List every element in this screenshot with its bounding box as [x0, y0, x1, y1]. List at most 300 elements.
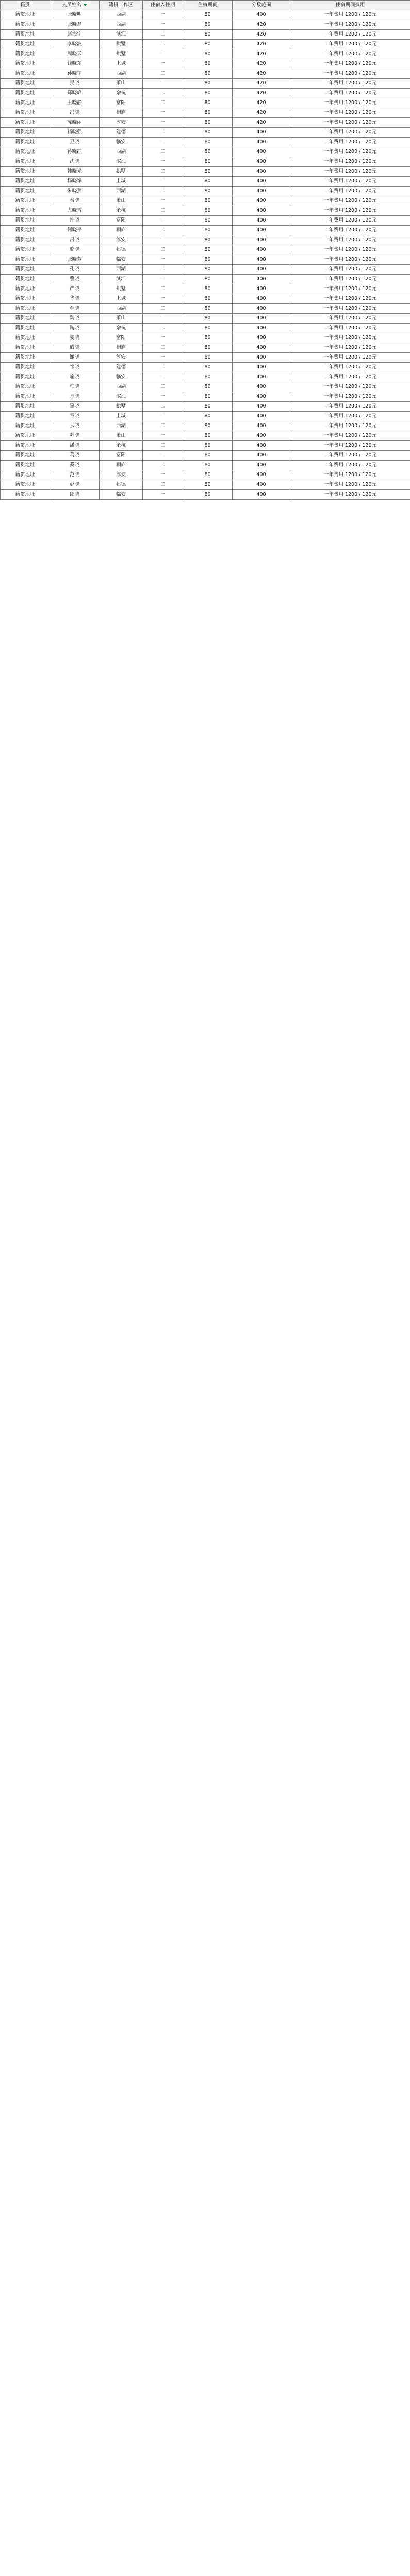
cell-cond[interactable]: 一 [143, 157, 183, 167]
table-row[interactable] [1, 382, 410, 392]
cell-cond[interactable]: 一 [143, 431, 183, 441]
cell-hometown[interactable]: 富阳 [100, 451, 143, 461]
cell-score[interactable]: 80 [183, 157, 233, 167]
cell-name[interactable]: 陶晓 [50, 324, 100, 333]
cell-range[interactable]: 400 [233, 451, 290, 461]
cell-fee[interactable]: 一年费用 1200 / 120元 [290, 461, 410, 470]
cell-cond[interactable]: 二 [143, 324, 183, 333]
cell-area[interactable]: 籍贯地址 [1, 157, 50, 167]
cell-range[interactable]: 400 [233, 294, 290, 304]
cell-range[interactable]: 400 [233, 461, 290, 470]
cell-hometown[interactable]: 滨江 [100, 157, 143, 167]
cell-score[interactable]: 80 [183, 138, 233, 147]
cell-score[interactable]: 80 [183, 147, 233, 157]
cell-fee[interactable]: 一年费用 1200 / 120元 [290, 20, 410, 30]
cell-name[interactable]: 施晓 [50, 245, 100, 255]
cell-area[interactable]: 籍贯地址 [1, 40, 50, 49]
cell-name[interactable]: 奚晓 [50, 461, 100, 470]
cell-cond[interactable]: 一 [143, 177, 183, 187]
cell-area[interactable]: 籍贯地址 [1, 118, 50, 128]
cell-score[interactable]: 80 [183, 353, 233, 363]
table-row[interactable] [1, 108, 410, 118]
cell-area[interactable]: 籍贯地址 [1, 167, 50, 177]
cell-range[interactable]: 400 [233, 402, 290, 412]
cell-name[interactable]: 曹晓 [50, 275, 100, 284]
cell-cond[interactable]: 一 [143, 118, 183, 128]
cell-name[interactable]: 蒋晓红 [50, 147, 100, 157]
cell-name[interactable]: 葛晓 [50, 451, 100, 461]
cell-name[interactable]: 吴晓 [50, 79, 100, 89]
cell-range[interactable]: 400 [233, 157, 290, 167]
cell-hometown[interactable]: 西湖 [100, 10, 143, 20]
cell-fee[interactable]: 一年费用 1200 / 120元 [290, 343, 410, 353]
cell-cond[interactable]: 二 [143, 187, 183, 196]
cell-name[interactable]: 谢晓 [50, 353, 100, 363]
cell-name[interactable]: 魏晓 [50, 314, 100, 324]
cell-area[interactable]: 籍贯地址 [1, 59, 50, 69]
cell-hometown[interactable]: 淳安 [100, 118, 143, 128]
cell-name[interactable]: 沈晓 [50, 157, 100, 167]
cell-cond[interactable]: 二 [143, 40, 183, 49]
table-row[interactable] [1, 421, 410, 431]
cell-area[interactable]: 籍贯地址 [1, 441, 50, 451]
cell-range[interactable]: 400 [233, 343, 290, 353]
cell-hometown[interactable]: 拱墅 [100, 284, 143, 294]
cell-area[interactable]: 籍贯地址 [1, 451, 50, 461]
cell-cond[interactable]: 二 [143, 128, 183, 138]
cell-range[interactable]: 400 [233, 128, 290, 138]
cell-score[interactable]: 80 [183, 235, 233, 245]
cell-area[interactable]: 籍贯地址 [1, 265, 50, 275]
cell-area[interactable]: 籍贯地址 [1, 284, 50, 294]
cell-range[interactable]: 400 [233, 177, 290, 187]
cell-hometown[interactable]: 滨江 [100, 30, 143, 40]
cell-range[interactable]: 420 [233, 40, 290, 49]
cell-hometown[interactable]: 临安 [100, 490, 143, 500]
cell-name[interactable]: 孙晓宇 [50, 69, 100, 79]
cell-fee[interactable]: 一年费用 1200 / 120元 [290, 79, 410, 89]
cell-cond[interactable]: 二 [143, 480, 183, 490]
cell-cond[interactable]: 二 [143, 226, 183, 235]
cell-area[interactable]: 籍贯地址 [1, 275, 50, 284]
cell-fee[interactable]: 一年费用 1200 / 120元 [290, 255, 410, 265]
cell-fee[interactable]: 一年费用 1200 / 120元 [290, 69, 410, 79]
cell-cond[interactable]: 一 [143, 333, 183, 343]
cell-hometown[interactable]: 萧山 [100, 314, 143, 324]
cell-score[interactable]: 80 [183, 324, 233, 333]
cell-name[interactable]: 王晓静 [50, 98, 100, 108]
cell-hometown[interactable]: 拱墅 [100, 40, 143, 49]
cell-hometown[interactable]: 拱墅 [100, 49, 143, 59]
cell-score[interactable]: 80 [183, 30, 233, 40]
cell-name[interactable]: 朱晓燕 [50, 187, 100, 196]
table-row[interactable] [1, 98, 410, 108]
cell-name[interactable]: 卫晓 [50, 138, 100, 147]
table-row[interactable] [1, 235, 410, 245]
cell-range[interactable]: 400 [233, 226, 290, 235]
cell-score[interactable]: 80 [183, 265, 233, 275]
cell-area[interactable]: 籍贯地址 [1, 206, 50, 216]
cell-area[interactable]: 籍贯地址 [1, 226, 50, 235]
cell-area[interactable]: 籍贯地址 [1, 392, 50, 402]
cell-score[interactable]: 80 [183, 177, 233, 187]
cell-score[interactable]: 80 [183, 421, 233, 431]
cell-range[interactable]: 400 [233, 363, 290, 372]
table-row[interactable] [1, 314, 410, 324]
cell-score[interactable]: 80 [183, 128, 233, 138]
cell-area[interactable]: 籍贯地址 [1, 187, 50, 196]
cell-cond[interactable]: 二 [143, 265, 183, 275]
cell-area[interactable]: 籍贯地址 [1, 245, 50, 255]
cell-range[interactable]: 400 [233, 353, 290, 363]
cell-name[interactable]: 钱晓东 [50, 59, 100, 69]
table-row[interactable] [1, 89, 410, 98]
header-cond[interactable] [143, 1, 183, 10]
cell-cond[interactable]: 一 [143, 490, 183, 500]
table-row[interactable] [1, 226, 410, 235]
cell-range[interactable]: 400 [233, 275, 290, 284]
cell-hometown[interactable]: 富阳 [100, 98, 143, 108]
cell-cond[interactable]: 二 [143, 167, 183, 177]
cell-cond[interactable]: 二 [143, 284, 183, 294]
cell-fee[interactable]: 一年费用 1200 / 120元 [290, 147, 410, 157]
table-row[interactable] [1, 275, 410, 284]
header-hometown[interactable] [100, 1, 143, 10]
cell-fee[interactable]: 一年费用 1200 / 120元 [290, 392, 410, 402]
cell-fee[interactable]: 一年费用 1200 / 120元 [290, 275, 410, 284]
cell-name[interactable]: 许晓 [50, 216, 100, 226]
cell-range[interactable]: 420 [233, 20, 290, 30]
cell-fee[interactable]: 一年费用 1200 / 120元 [290, 108, 410, 118]
cell-hometown[interactable]: 上城 [100, 177, 143, 187]
cell-range[interactable]: 400 [233, 196, 290, 206]
cell-hometown[interactable]: 拱墅 [100, 402, 143, 412]
cell-area[interactable]: 籍贯地址 [1, 431, 50, 441]
cell-cond[interactable]: 二 [143, 30, 183, 40]
table-row[interactable] [1, 490, 410, 500]
cell-cond[interactable]: 二 [143, 343, 183, 353]
cell-cond[interactable]: 一 [143, 79, 183, 89]
cell-hometown[interactable]: 富阳 [100, 216, 143, 226]
cell-range[interactable]: 420 [233, 118, 290, 128]
cell-range[interactable]: 400 [233, 147, 290, 157]
cell-fee[interactable]: 一年费用 1200 / 120元 [290, 333, 410, 343]
cell-cond[interactable]: 一 [143, 372, 183, 382]
cell-range[interactable]: 400 [233, 255, 290, 265]
cell-range[interactable]: 400 [233, 138, 290, 147]
cell-fee[interactable]: 一年费用 1200 / 120元 [290, 490, 410, 500]
table-row[interactable] [1, 392, 410, 402]
cell-score[interactable]: 80 [183, 245, 233, 255]
header-range[interactable] [233, 1, 290, 10]
cell-score[interactable]: 80 [183, 98, 233, 108]
table-row[interactable] [1, 451, 410, 461]
cell-cond[interactable]: 一 [143, 20, 183, 30]
table-row[interactable] [1, 30, 410, 40]
cell-fee[interactable]: 一年费用 1200 / 120元 [290, 30, 410, 40]
cell-name[interactable]: 苏晓 [50, 431, 100, 441]
cell-score[interactable]: 80 [183, 89, 233, 98]
cell-fee[interactable]: 一年费用 1200 / 120元 [290, 412, 410, 421]
cell-range[interactable]: 400 [233, 206, 290, 216]
cell-range[interactable]: 400 [233, 333, 290, 343]
cell-name[interactable]: 窦晓 [50, 402, 100, 412]
cell-name[interactable]: 陈晓丽 [50, 118, 100, 128]
cell-area[interactable]: 籍贯地址 [1, 461, 50, 470]
cell-cond[interactable]: 二 [143, 98, 183, 108]
cell-name[interactable]: 吕晓 [50, 235, 100, 245]
cell-fee[interactable]: 一年费用 1200 / 120元 [290, 294, 410, 304]
cell-hometown[interactable]: 桐庐 [100, 108, 143, 118]
cell-score[interactable]: 80 [183, 441, 233, 451]
cell-hometown[interactable]: 余杭 [100, 206, 143, 216]
cell-hometown[interactable]: 上城 [100, 412, 143, 421]
cell-area[interactable]: 籍贯地址 [1, 314, 50, 324]
cell-cond[interactable]: 二 [143, 89, 183, 98]
cell-score[interactable]: 80 [183, 461, 233, 470]
cell-area[interactable]: 籍贯地址 [1, 216, 50, 226]
table-row[interactable] [1, 187, 410, 196]
cell-area[interactable]: 籍贯地址 [1, 255, 50, 265]
cell-area[interactable]: 籍贯地址 [1, 196, 50, 206]
cell-area[interactable]: 籍贯地址 [1, 108, 50, 118]
cell-name[interactable]: 张晓明 [50, 10, 100, 20]
table-row[interactable] [1, 372, 410, 382]
cell-name[interactable]: 韩晓光 [50, 167, 100, 177]
cell-area[interactable]: 籍贯地址 [1, 30, 50, 40]
table-row[interactable] [1, 40, 410, 49]
cell-cond[interactable]: 二 [143, 147, 183, 157]
cell-range[interactable]: 420 [233, 98, 290, 108]
cell-fee[interactable]: 一年费用 1200 / 120元 [290, 128, 410, 138]
cell-name[interactable]: 水晓 [50, 392, 100, 402]
cell-hometown[interactable]: 富阳 [100, 333, 143, 343]
table-row[interactable] [1, 304, 410, 314]
cell-cond[interactable]: 二 [143, 363, 183, 372]
cell-score[interactable]: 80 [183, 40, 233, 49]
cell-name[interactable]: 严晓 [50, 284, 100, 294]
cell-hometown[interactable]: 桐庐 [100, 461, 143, 470]
table-row[interactable] [1, 10, 410, 20]
table-row[interactable] [1, 177, 410, 187]
cell-fee[interactable]: 一年费用 1200 / 120元 [290, 470, 410, 480]
cell-score[interactable]: 80 [183, 470, 233, 480]
cell-cond[interactable]: 二 [143, 245, 183, 255]
cell-name[interactable]: 姜晓 [50, 333, 100, 343]
header-score[interactable] [183, 1, 233, 10]
filter-dropdown-icon[interactable] [83, 4, 87, 6]
cell-score[interactable]: 80 [183, 10, 233, 20]
cell-score[interactable]: 80 [183, 363, 233, 372]
cell-range[interactable]: 420 [233, 89, 290, 98]
cell-cond[interactable]: 一 [143, 255, 183, 265]
cell-fee[interactable]: 一年费用 1200 / 120元 [290, 451, 410, 461]
cell-fee[interactable]: 一年费用 1200 / 120元 [290, 304, 410, 314]
cell-score[interactable]: 80 [183, 372, 233, 382]
cell-area[interactable]: 籍贯地址 [1, 235, 50, 245]
cell-cond[interactable]: 一 [143, 294, 183, 304]
cell-cond[interactable]: 二 [143, 304, 183, 314]
cell-area[interactable]: 籍贯地址 [1, 79, 50, 89]
cell-score[interactable]: 80 [183, 108, 233, 118]
cell-range[interactable]: 400 [233, 412, 290, 421]
cell-score[interactable]: 80 [183, 59, 233, 69]
cell-fee[interactable]: 一年费用 1200 / 120元 [290, 226, 410, 235]
cell-name[interactable]: 张晓磊 [50, 20, 100, 30]
cell-hometown[interactable]: 西湖 [100, 382, 143, 392]
cell-cond[interactable]: 一 [143, 235, 183, 245]
cell-score[interactable]: 80 [183, 255, 233, 265]
cell-score[interactable]: 80 [183, 20, 233, 30]
cell-range[interactable]: 420 [233, 49, 290, 59]
cell-cond[interactable]: 一 [143, 412, 183, 421]
cell-area[interactable]: 籍贯地址 [1, 490, 50, 500]
cell-range[interactable]: 400 [233, 245, 290, 255]
cell-hometown[interactable]: 余杭 [100, 324, 143, 333]
table-row[interactable] [1, 128, 410, 138]
cell-hometown[interactable]: 拱墅 [100, 167, 143, 177]
cell-cond[interactable]: 二 [143, 441, 183, 451]
cell-area[interactable]: 籍贯地址 [1, 480, 50, 490]
cell-area[interactable]: 籍贯地址 [1, 421, 50, 431]
cell-range[interactable]: 420 [233, 108, 290, 118]
table-row[interactable] [1, 324, 410, 333]
cell-hometown[interactable]: 建德 [100, 128, 143, 138]
table-row[interactable] [1, 461, 410, 470]
cell-score[interactable]: 80 [183, 226, 233, 235]
cell-name[interactable]: 褚晓强 [50, 128, 100, 138]
cell-score[interactable]: 80 [183, 412, 233, 421]
cell-hometown[interactable]: 淳安 [100, 470, 143, 480]
cell-fee[interactable]: 一年费用 1200 / 120元 [290, 402, 410, 412]
cell-score[interactable]: 80 [183, 284, 233, 294]
cell-cond[interactable]: 一 [143, 451, 183, 461]
cell-name[interactable]: 喻晓 [50, 372, 100, 382]
cell-fee[interactable]: 一年费用 1200 / 120元 [290, 206, 410, 216]
cell-area[interactable]: 籍贯地址 [1, 402, 50, 412]
cell-score[interactable]: 80 [183, 402, 233, 412]
table-row[interactable] [1, 294, 410, 304]
cell-name[interactable]: 孔晓 [50, 265, 100, 275]
cell-range[interactable]: 400 [233, 441, 290, 451]
header-name[interactable] [50, 1, 100, 10]
cell-area[interactable]: 籍贯地址 [1, 333, 50, 343]
table-row[interactable] [1, 216, 410, 226]
cell-range[interactable]: 400 [233, 10, 290, 20]
cell-area[interactable]: 籍贯地址 [1, 470, 50, 480]
cell-fee[interactable]: 一年费用 1200 / 120元 [290, 421, 410, 431]
cell-cond[interactable]: 一 [143, 10, 183, 20]
cell-area[interactable]: 籍贯地址 [1, 372, 50, 382]
cell-name[interactable]: 冯晓 [50, 108, 100, 118]
cell-hometown[interactable]: 西湖 [100, 20, 143, 30]
cell-score[interactable]: 80 [183, 196, 233, 206]
table-row[interactable] [1, 138, 410, 147]
cell-cond[interactable]: 一 [143, 353, 183, 363]
cell-range[interactable]: 400 [233, 284, 290, 294]
cell-range[interactable]: 400 [233, 372, 290, 382]
cell-area[interactable]: 籍贯地址 [1, 98, 50, 108]
table-row[interactable] [1, 402, 410, 412]
cell-cond[interactable]: 一 [143, 314, 183, 324]
cell-range[interactable]: 400 [233, 187, 290, 196]
cell-score[interactable]: 80 [183, 206, 233, 216]
cell-area[interactable]: 籍贯地址 [1, 69, 50, 79]
cell-hometown[interactable]: 滨江 [100, 275, 143, 284]
cell-fee[interactable]: 一年费用 1200 / 120元 [290, 157, 410, 167]
table-row[interactable] [1, 441, 410, 451]
cell-fee[interactable]: 一年费用 1200 / 120元 [290, 196, 410, 206]
cell-score[interactable]: 80 [183, 490, 233, 500]
table-row[interactable] [1, 343, 410, 353]
cell-hometown[interactable]: 西湖 [100, 265, 143, 275]
cell-range[interactable]: 400 [233, 265, 290, 275]
cell-name[interactable]: 范晓 [50, 470, 100, 480]
cell-cond[interactable]: 一 [143, 108, 183, 118]
cell-fee[interactable]: 一年费用 1200 / 120元 [290, 441, 410, 451]
cell-score[interactable]: 80 [183, 314, 233, 324]
cell-score[interactable]: 80 [183, 275, 233, 284]
cell-hometown[interactable]: 西湖 [100, 147, 143, 157]
cell-score[interactable]: 80 [183, 431, 233, 441]
cell-score[interactable]: 80 [183, 304, 233, 314]
cell-fee[interactable]: 一年费用 1200 / 120元 [290, 324, 410, 333]
cell-fee[interactable]: 一年费用 1200 / 120元 [290, 314, 410, 324]
cell-fee[interactable]: 一年费用 1200 / 120元 [290, 372, 410, 382]
cell-score[interactable]: 80 [183, 79, 233, 89]
cell-cond[interactable]: 二 [143, 402, 183, 412]
cell-name[interactable]: 张晓芳 [50, 255, 100, 265]
cell-cond[interactable]: 一 [143, 59, 183, 69]
table-row[interactable] [1, 470, 410, 480]
cell-range[interactable]: 400 [233, 324, 290, 333]
table-row[interactable] [1, 480, 410, 490]
cell-hometown[interactable]: 桐庐 [100, 226, 143, 235]
cell-cond[interactable]: 一 [143, 470, 183, 480]
cell-hometown[interactable]: 建德 [100, 245, 143, 255]
table-row[interactable] [1, 49, 410, 59]
cell-name[interactable]: 郑晓峰 [50, 89, 100, 98]
cell-fee[interactable]: 一年费用 1200 / 120元 [290, 480, 410, 490]
cell-area[interactable]: 籍贯地址 [1, 353, 50, 363]
cell-fee[interactable]: 一年费用 1200 / 120元 [290, 98, 410, 108]
table-row[interactable] [1, 431, 410, 441]
cell-name[interactable]: 郎晓 [50, 490, 100, 500]
cell-hometown[interactable]: 上城 [100, 294, 143, 304]
table-row[interactable] [1, 59, 410, 69]
table-row[interactable] [1, 79, 410, 89]
cell-cond[interactable]: 一 [143, 275, 183, 284]
cell-area[interactable]: 籍贯地址 [1, 412, 50, 421]
cell-area[interactable]: 籍贯地址 [1, 294, 50, 304]
table-row[interactable] [1, 284, 410, 294]
cell-fee[interactable]: 一年费用 1200 / 120元 [290, 216, 410, 226]
cell-name[interactable]: 秦晓 [50, 196, 100, 206]
cell-name[interactable]: 杨晓军 [50, 177, 100, 187]
cell-range[interactable]: 400 [233, 235, 290, 245]
cell-score[interactable]: 80 [183, 216, 233, 226]
cell-hometown[interactable]: 淳安 [100, 353, 143, 363]
header-fee[interactable] [290, 1, 410, 10]
cell-hometown[interactable]: 桐庐 [100, 343, 143, 353]
cell-range[interactable]: 420 [233, 79, 290, 89]
cell-fee[interactable]: 一年费用 1200 / 120元 [290, 235, 410, 245]
cell-score[interactable]: 80 [183, 167, 233, 177]
cell-cond[interactable]: 一 [143, 138, 183, 147]
cell-cond[interactable]: 二 [143, 382, 183, 392]
cell-range[interactable]: 400 [233, 431, 290, 441]
cell-score[interactable]: 80 [183, 382, 233, 392]
